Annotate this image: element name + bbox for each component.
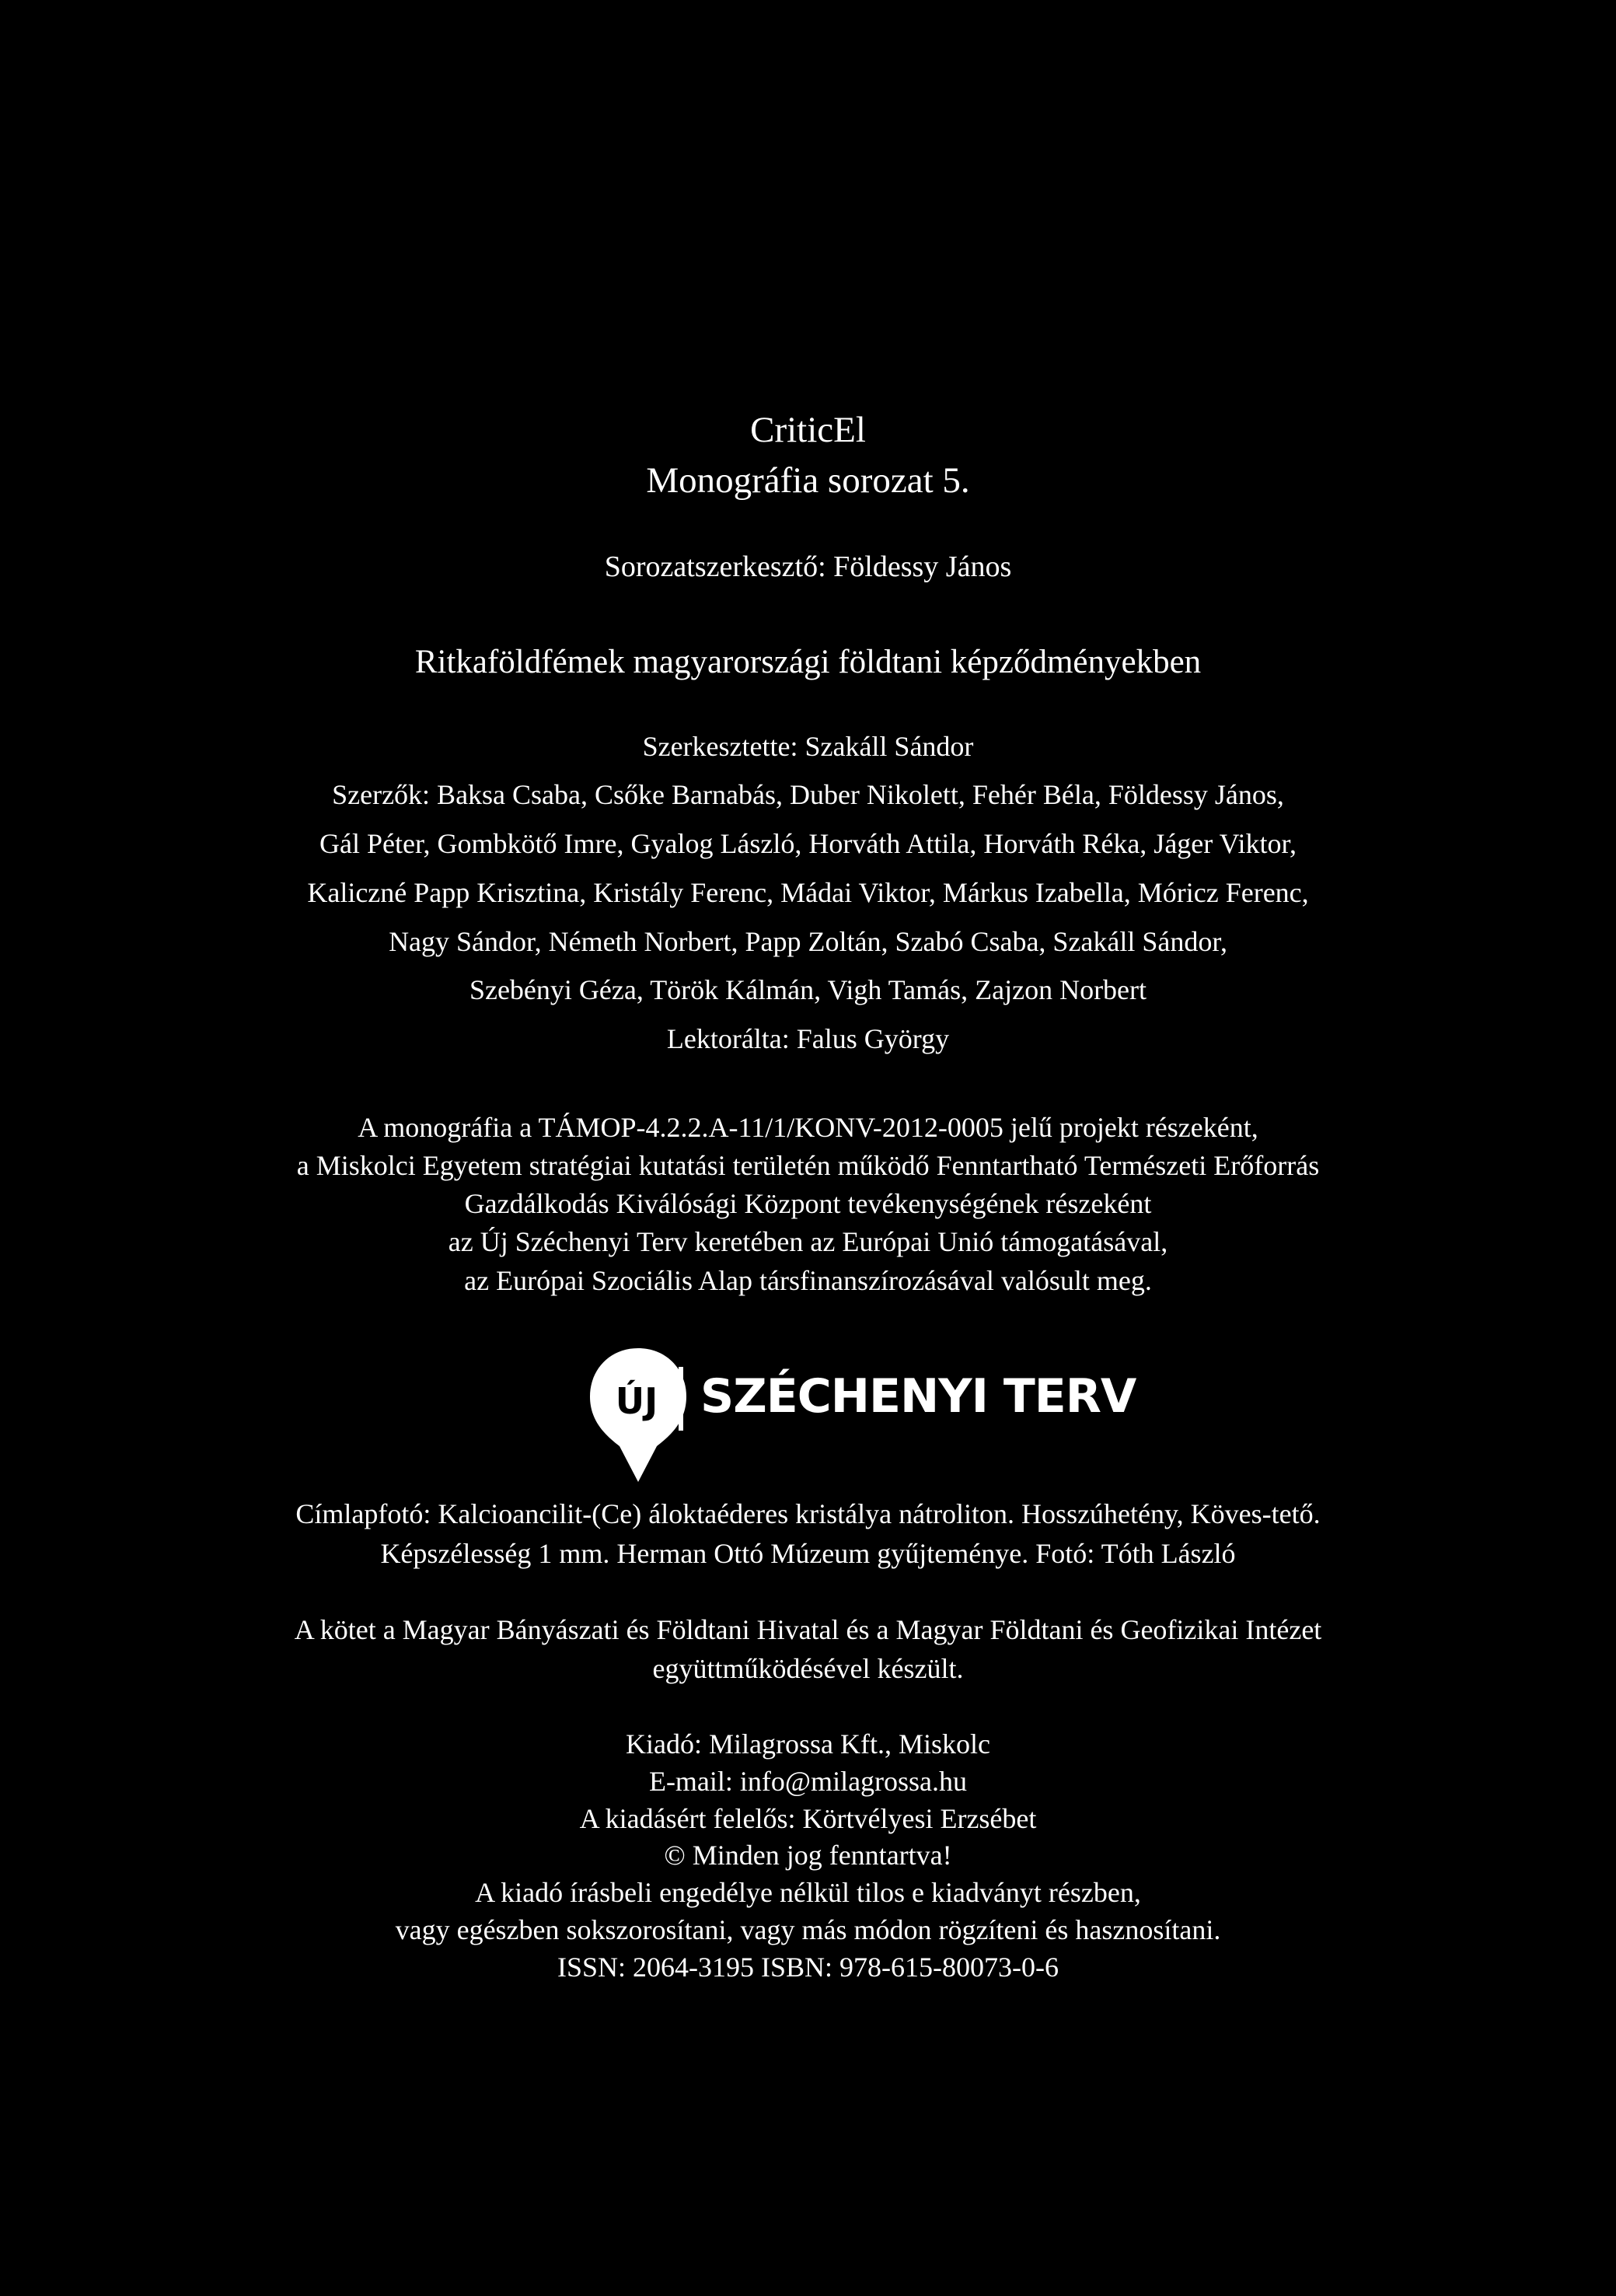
funding-line: Gazdálkodás Kiválósági Központ tevékenységének részeként — [464, 1188, 1152, 1219]
reviewed-by: Lektorálta: Falus György — [666, 1023, 950, 1054]
authors-line: Szerzők: Baksa Csaba, Csőke Barnabás, Duber Nikolett, Fehér Béla, Földessy János, — [332, 779, 1284, 810]
book-title: Ritkaföldfémek magyarországi földtani képződményekben — [414, 644, 1202, 680]
publisher-line: vagy egészben sokszorosítani, vagy más módon rögzíteni és hasznosítani. — [395, 1914, 1221, 1945]
copyright-line: © Minden jog fenntartva! — [664, 1840, 952, 1871]
logo-divider — [679, 1367, 683, 1431]
funding-line: az Új Széchenyi Terv keretében az Európai Unió támogatásával, — [448, 1226, 1168, 1257]
authors-line: Gál Péter, Gombkötő Imre, Gyalog László, Horváth Attila, Horváth Réka, Jáger Viktor, — [319, 828, 1297, 859]
publisher-line: Kiadó: Milagrossa Kft., Miskolc — [626, 1728, 990, 1760]
edited-by: Szerkesztette: Szakáll Sándor — [642, 731, 974, 762]
funding-line: a Miskolci Egyetem stratégiai kutatási területén működő Fenntartható Természeti Erőforrás — [296, 1150, 1320, 1181]
cover-credit-line: Címlapfotó: Kalcioancilit-(Ce) áloktaéderes kristálya nátroliton. Hosszúhetény, Köves-tető. — [295, 1498, 1321, 1529]
funding-line: A monográfia a TÁMOP-4.2.2.A-11/1/KONV-2012-0005 jelű projekt részeként, — [358, 1112, 1258, 1143]
series-name: CriticEl — [750, 410, 866, 450]
cooperation-line: A kötet a Magyar Bányászati és Földtani Hivatal és a Magyar Földtani és Geofizikai Intézet — [294, 1614, 1322, 1645]
szechenyi-terv-logo — [587, 1344, 1136, 1483]
logo-badge: ÚJ — [615, 1380, 658, 1422]
publisher-line: A kiadásért felelős: Körtvélyesi Erzsébet — [579, 1803, 1037, 1834]
issn-isbn: ISSN: 2064-3195 ISBN: 978-615-80073-0-6 — [557, 1952, 1059, 1983]
authors-line: Szebényi Géza, Török Kálmán, Vigh Tamás, Zajzon Norbert — [469, 974, 1147, 1005]
funding-line: az Európai Szociális Alap társfinanszírozásával valósult meg. — [464, 1265, 1152, 1296]
publisher-email: E-mail: info@milagrossa.hu — [648, 1766, 968, 1797]
map-pin-icon — [587, 1344, 689, 1483]
cooperation-line: együttműködésével készült. — [652, 1653, 964, 1684]
series-subtitle: Monográfia sorozat 5. — [646, 460, 970, 501]
cover-credit-line: Képszélesség 1 mm. Herman Ottó Múzeum gyűjteménye. Fotó: Tóth László — [380, 1538, 1236, 1569]
series-editor: Sorozatszerkesztő: Földessy János — [604, 550, 1012, 583]
authors-line: Kaliczné Papp Krisztina, Kristály Ferenc, Mádai Viktor, Márkus Izabella, Móricz Ferenc, — [307, 877, 1309, 908]
publisher-line: A kiadó írásbeli engedélye nélkül tilos e kiadványt részben, — [475, 1877, 1141, 1908]
logo-text: SZÉCHENYI TERV — [700, 1369, 1136, 1424]
authors-line: Nagy Sándor, Németh Norbert, Papp Zoltán, Szabó Csaba, Szakáll Sándor, — [389, 926, 1227, 957]
